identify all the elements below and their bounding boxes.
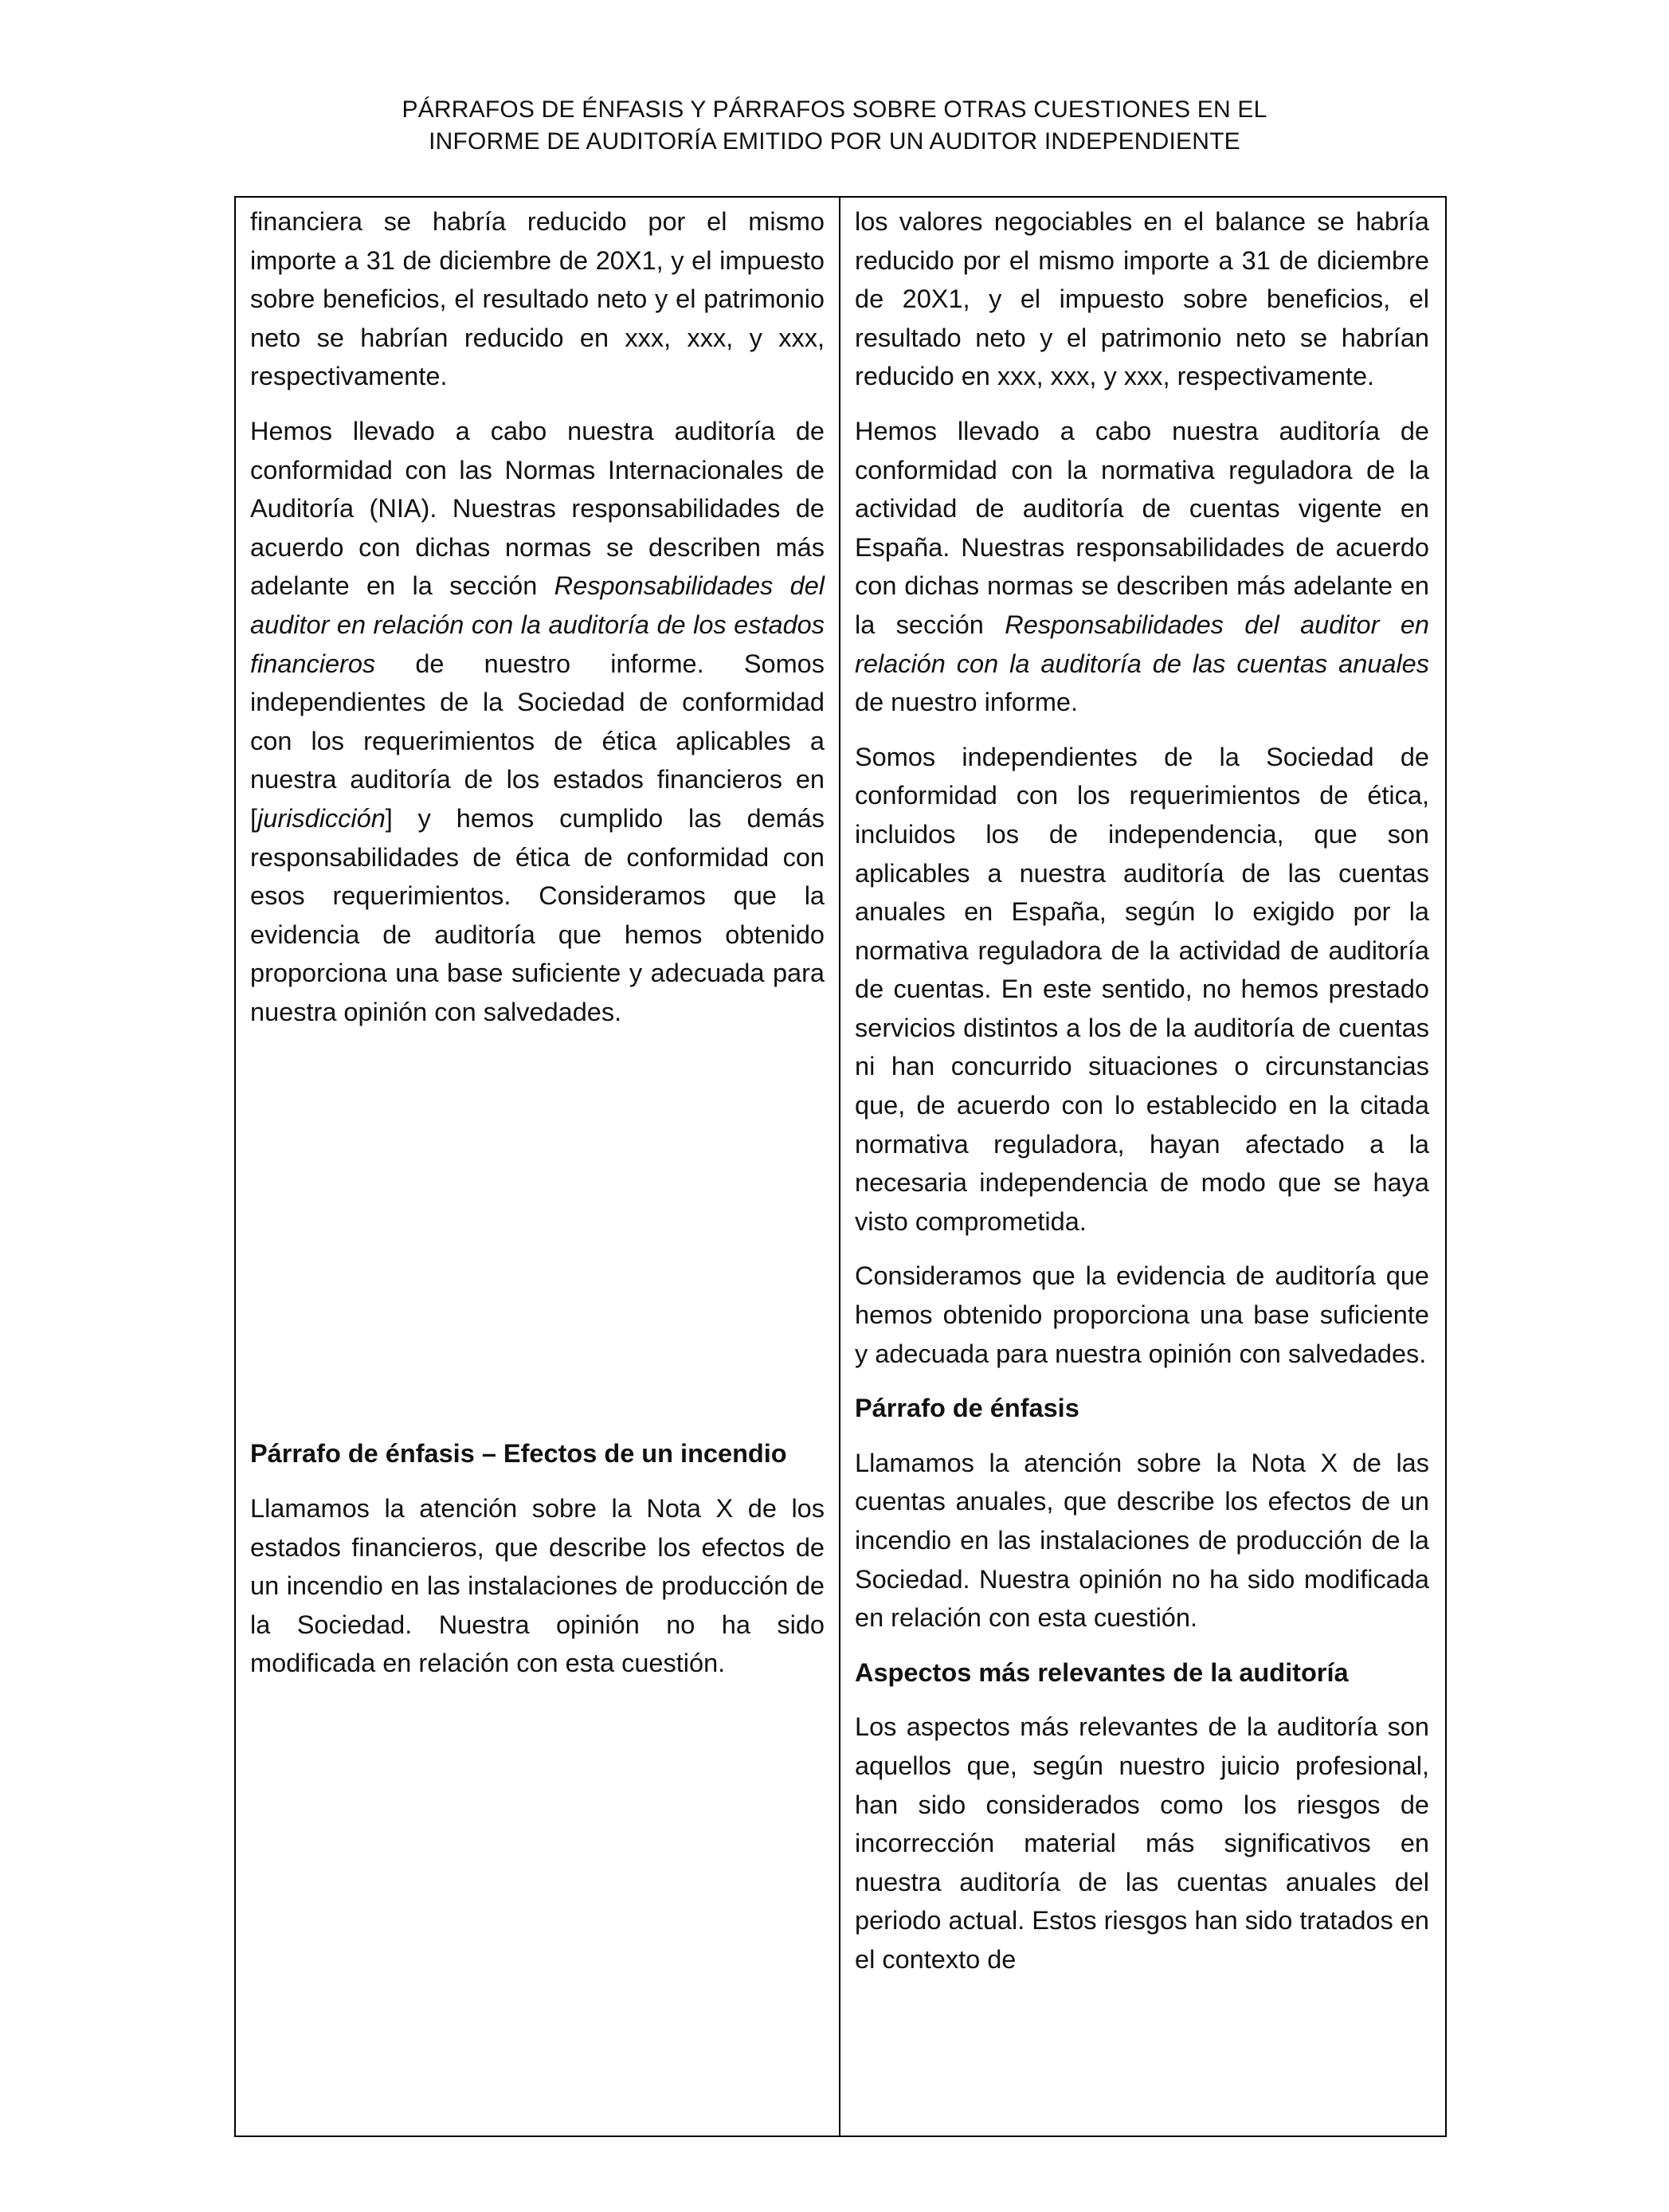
- left-p2-italic-2: jurisdicción: [257, 803, 386, 833]
- right-paragraph-3: Somos independientes de la Sociedad de conformidad con los requerimientos de ética, incluidos los de independencia, que son aplicables a nuestra auditoría de las cuentas anuales en España, según lo exigido por la normativa reguladora de la actividad de auditoría de cuentas. En este sentido, no hemos prestado servicios distintos a los de la auditoría de cuentas ni han concurrido situaciones o circunstancias que, de acuerdo con lo establecido en la citada normativa reguladora, hayan afectado a la necesaria independencia de modo que se haya visto comprometida.: [855, 742, 1429, 1236]
- right-p2-italic: Responsabilidades del auditor en relación con la auditoría de las cuentas anuales: [855, 610, 1429, 678]
- page-header: [0, 94, 1669, 158]
- left-paragraph-2: [250, 412, 825, 1032]
- right-key-matters-heading: Aspectos más relevantes de la auditoría: [855, 1657, 1349, 1687]
- left-p2-text-c: ] y hemos cumplido las demás responsabilidades de ética de conformidad con esos requerimientos. Consideramos que la evidencia de auditoría que hemos obtenido proporciona una base suficiente y adecuada para nuestra opinión con salvedades.: [250, 803, 825, 1026]
- right-p2-text-a: Hemos llevado a cabo nuestra auditoría de conformidad con la normativa reguladora de la actividad de auditoría de cuentas vigente en España. Nuestras responsabilidades de acuerdo con dichas normas se describen más adelante en la sección: [855, 416, 1429, 639]
- right-p2-text-b: de nuestro informe.: [855, 688, 1079, 717]
- left-p2-text-b: de nuestro informe. Somos independientes de la Sociedad de conformidad con los requerimientos de ética aplicables a nuestra auditoría de los estados financieros en [: [250, 649, 825, 833]
- right-paragraph-1: los valores negociables en el balance se habría reducido por el mismo importe a 31 de diciembre de 20X1, y el impuesto sobre beneficios, el resultado neto y el patrimonio neto se habrían reducido en xxx, xxx, y xxx, respectivamente.: [855, 207, 1429, 391]
- left-p2-italic: Responsabilidades del auditor en relación con la auditoría de los estados financieros: [250, 571, 825, 678]
- right-paragraph-5: Llamamos la atención sobre la Nota X de las cuentas anuales, que describe los efectos de un incendio en las instalaciones de producción de la Sociedad. Nuestra opinión no ha sido modificada en relación con esta cuestión.: [855, 1448, 1429, 1633]
- left-p2-text-a: Hemos llevado a cabo nuestra auditoría de conformidad con las Normas Internacionales de Auditoría (NIA). Nuestras responsabilidades de acuerdo con dichas normas se describen más adelante en la sección: [250, 416, 825, 601]
- left-emphasis-heading: Párrafo de énfasis – Efectos de un incendio: [250, 1439, 787, 1469]
- comparison-table: [234, 196, 1447, 2137]
- header-line-2: INFORME DE AUDITORÍA EMITIDO POR UN AUDITOR INDEPENDIENTE: [429, 128, 1240, 155]
- header-line-1: PÁRRAFOS DE ÉNFASIS Y PÁRRAFOS SOBRE OTRAS CUESTIONES EN EL: [402, 96, 1267, 123]
- left-paragraph-3: Llamamos la atención sobre la Nota X de los estados financieros, que describe los efectos de un incendio en las instalaciones de producción de la Sociedad. Nuestra opinión no ha sido modificada en relación con esta cuestión.: [250, 1494, 825, 1678]
- right-paragraph-4: Consideramos que la evidencia de auditoría que hemos obtenido proporciona una base suficiente y adecuada para nuestra opinión con salvedades.: [855, 1261, 1429, 1368]
- right-emphasis-heading: Párrafo de énfasis: [855, 1394, 1079, 1423]
- right-column: [840, 198, 1445, 2136]
- right-paragraph-2: [855, 412, 1429, 722]
- left-paragraph-1: financiera se habría reducido por el mismo importe a 31 de diciembre de 20X1, y el impuesto sobre beneficios, el resultado neto y el patrimonio neto se habrían reducido en xxx, xxx, y xxx, respectivamente.: [250, 207, 825, 391]
- right-paragraph-6: Los aspectos más relevantes de la auditoría son aquellos que, según nuestro juicio profesional, han sido considerados como los riesgos de incorrección material más significativos en nuestra auditoría de las cuentas anuales del periodo actual. Estos riesgos han sido tratados en el contexto de: [855, 1712, 1429, 1974]
- left-blank-space: [250, 1047, 825, 1434]
- left-column: [236, 198, 840, 2136]
